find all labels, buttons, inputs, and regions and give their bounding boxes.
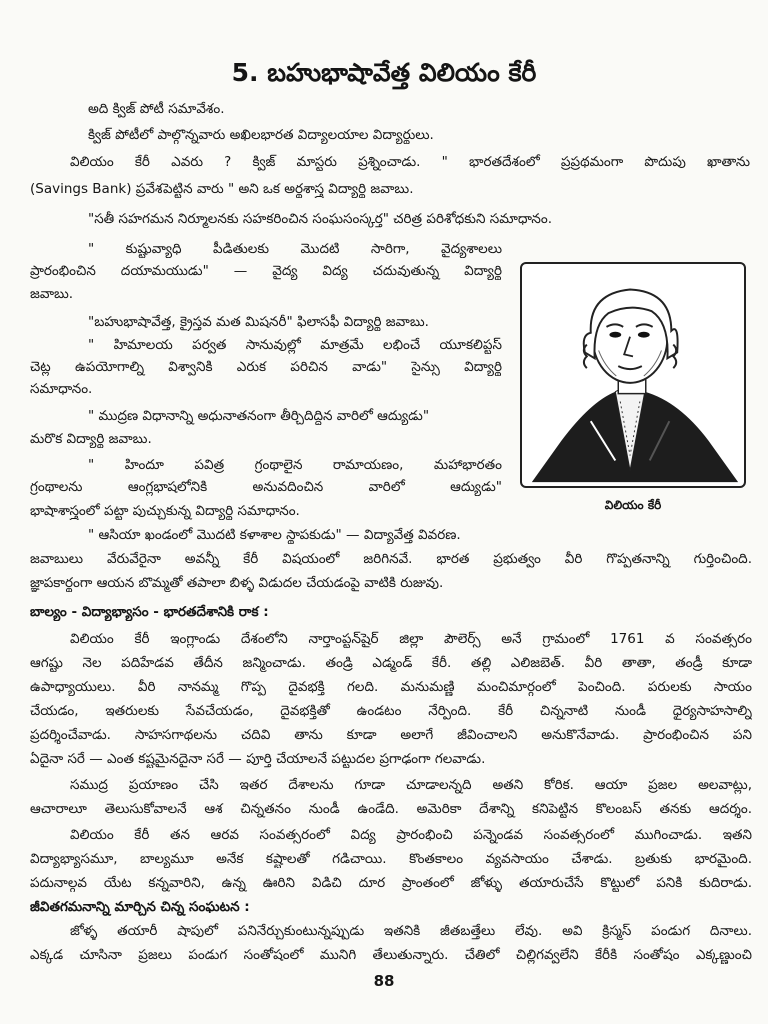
answer-line: గ్రంథాలను ఆంగ్లభాషలోనికి అనువదించిన వారిలో ఆద్యుడు" xyxy=(30,479,502,495)
portrait-illustration xyxy=(522,264,744,486)
chapter-title: 5. బహుభాషావేత్త విలియం కేరీ xyxy=(231,58,537,87)
paragraph-line: ఆగష్టు నెల పదిహేడవ తేదీన జన్మించాడు. తండ్రి ఎడ్మండ్ కేరీ. తల్లి ఎలిజబెత్. వీరి తాతా, తండ్రీ కూడా xyxy=(30,655,752,671)
portrait-frame xyxy=(520,262,746,488)
paragraph-line: ఆచారాలూ తెలుసుకోవాలనే ఆశ చిన్నతనం నుండీ ఉండేది. అమెరికా దేశాన్ని కనిపెట్టిన కొలంబస్ తనకు ఆదర్శం. xyxy=(30,801,752,817)
answer-line: భాషాశాస్త్రంలో పట్టా పుచ్చుకున్న విద్యార్థి సమాధానం. xyxy=(30,503,300,519)
section-heading: బాల్యం - విద్యాభ్యాసం - భారతదేశానికి రాక : xyxy=(30,604,269,620)
answer-line: " హిందూ పవిత్ర గ్రంథాలైన రామాయణం, మహాభారతం xyxy=(88,457,502,473)
intro-line: అది క్విజ్ పోటీ సమావేశం. xyxy=(88,101,225,117)
intro-line: (Savings Bank) ప్రవేశపెట్టిన వారు " అని ఒక అర్థశాస్త్ర విద్యార్థి జవాబు. xyxy=(30,181,414,197)
portrait-caption: విలియం కేరీ xyxy=(604,498,662,512)
paragraph-line: పదునాల్గవ యేట కన్నవారిని, ఉన్న ఊరిని విడిచి దూర ప్రాంతంలో జోళ్ళు తయారుచేసే కొట్టులో పనికి కుదిరాడు. xyxy=(30,875,752,891)
intro-line: "సతీ సహగమన నిర్మూలనకు సహకరించిన సంఘసంస్కర్త" చరిత్ర పరిశోధకుని సమాధానం. xyxy=(88,211,553,227)
answer-line: " కుష్టువ్యాధి పీడితులకు మొదటి సారిగా, వైద్యశాలలు xyxy=(88,241,502,257)
paragraph-line: విలియం కేరీ ఇంగ్లాండు దేశంలోని నార్తాంప్టన్‌షైర్ జిల్లా పౌలెర్స్ అనే గ్రామంలో 1761 వ సంవత్సరం xyxy=(70,631,752,647)
answer-line: " ముద్రణ విధానాన్ని అధునాతనంగా తీర్చిదిద్దిన వారిలో ఆద్యుడు" xyxy=(88,408,430,424)
paragraph-line: సముద్ర ప్రయాణం చేసి ఇతర దేశాలను గూడా చూడాలన్నది అతని కోరిక. ఆయా ప్రజల అలవాట్లు, xyxy=(70,777,752,793)
paragraph-line: జవాబులు వేరువేరైనా అవన్నీ కేరీ విషయంలో జరిగినవే. భారత ప్రభుత్వం వీరి గొప్పతనాన్ని గుర్తించింది. xyxy=(30,551,752,567)
paragraph-line: ఏదైనా సరే — ఎంత కష్టమైనదైనా సరే — పూర్తి చేయాలనే పట్టుదల ప్రగాఢంగా గలవాడు. xyxy=(30,751,486,767)
paragraph-line: ఉపాధ్యాయులు. వీరి నానమ్మ గొప్ప దైవభక్తి గలది. మనుమణ్ణి మంచిమార్గంలో పెంచింది. పరులకు సాయం xyxy=(30,679,752,695)
answer-line: మరొక విద్యార్థి జవాబు. xyxy=(30,431,152,447)
answer-line: " హిమాలయ పర్వత సానువుల్లో మాత్రమే లభించే యూకలిప్టస్ xyxy=(88,337,502,353)
section-heading: జీవితగమనాన్ని మార్చిన చిన్న సంఘటన : xyxy=(30,899,250,915)
paragraph-line: విద్యాభ్యాసమూ, బాల్యమూ అనేక కష్టాలతో గడిచాయి. కొంతకాలం వ్యవసాయం చేశాడు. బ్రతుకు భారమైంది. xyxy=(30,851,752,867)
paragraph-line: జ్ఞాపకార్థంగా ఆయన బొమ్మతో తపాలా బిళ్ళ విడుదల చేయడంపై వాటికి రుజువు. xyxy=(30,575,444,591)
answer-line: జవాబు. xyxy=(30,286,74,302)
answer-line: " ఆసియా ఖండంలో మొదటి కళాశాల స్థాపకుడు" — విద్యావేత్త వివరణ. xyxy=(88,527,461,543)
paragraph-line: విలియం కేరీ తన ఆరవ సంవత్సరంలో విద్య ప్రారంభించి పన్నెండవ సంవత్సరంలో ముగించాడు. ఇతని xyxy=(70,827,752,843)
answer-line: ప్రారంభించిన దయామయుడు" — వైద్య విద్య చదువుతున్న విద్యార్థి xyxy=(30,263,502,279)
page-number: 88 xyxy=(373,972,395,990)
intro-line: క్విజ్ పోటీలో పాల్గొన్నవారు అఖిలభారత విద్యాలయాల విద్యార్థులు. xyxy=(88,127,434,143)
answer-line: సమాధానం. xyxy=(30,381,93,397)
answer-line: చెట్ల ఉపయోగాల్ని విశ్వానికి ఎరుక పరిచిన వాడు" సైన్సు విద్యార్థి xyxy=(30,359,502,375)
answer-line: "బహుభాషావేత్త, క్రైస్తవ మత మిషనరీ" ఫిలాసఫీ విద్యార్థి జవాబు. xyxy=(88,314,429,330)
paragraph-line: ప్రదర్శించేవాడు. సాహసగాథలను చదివి తాను కూడా అలాగే జీవించాలని అనుకొనేవాడు. ప్రారంభించిన పని xyxy=(30,727,752,743)
paragraph-line: జోళ్ళ తయారీ షాపులో పనినేర్చుకుంటున్నప్పుడు ఇతనికి జీతబత్తేలు లేవు. అవి క్రిస్మస్ పండుగ దినాలు. xyxy=(70,923,752,939)
intro-line: విలియం కేరీ ఎవరు ? క్విజ్ మాస్టరు ప్రశ్నించాడు. " భారతదేశంలో ప్రప్రథమంగా పొదుపు ఖాతాను xyxy=(70,154,750,170)
paragraph-line: చేయడం, ఇతరులకు సేవచేయడం, దైవభక్తితో ఉండటం నేర్పింది. కేరీ చిన్ననాటి నుండీ ధైర్యసాహసాల్ని xyxy=(30,703,752,719)
paragraph-line: ఎక్కడ చూసినా ప్రజలు పండుగ సంతోషంలో మునిగి తేలుతున్నారు. చేతిలో చిల్లిగవ్వలేని కేరీకి సంతోషం ఎక్కణ్ణుంచి xyxy=(30,947,752,963)
